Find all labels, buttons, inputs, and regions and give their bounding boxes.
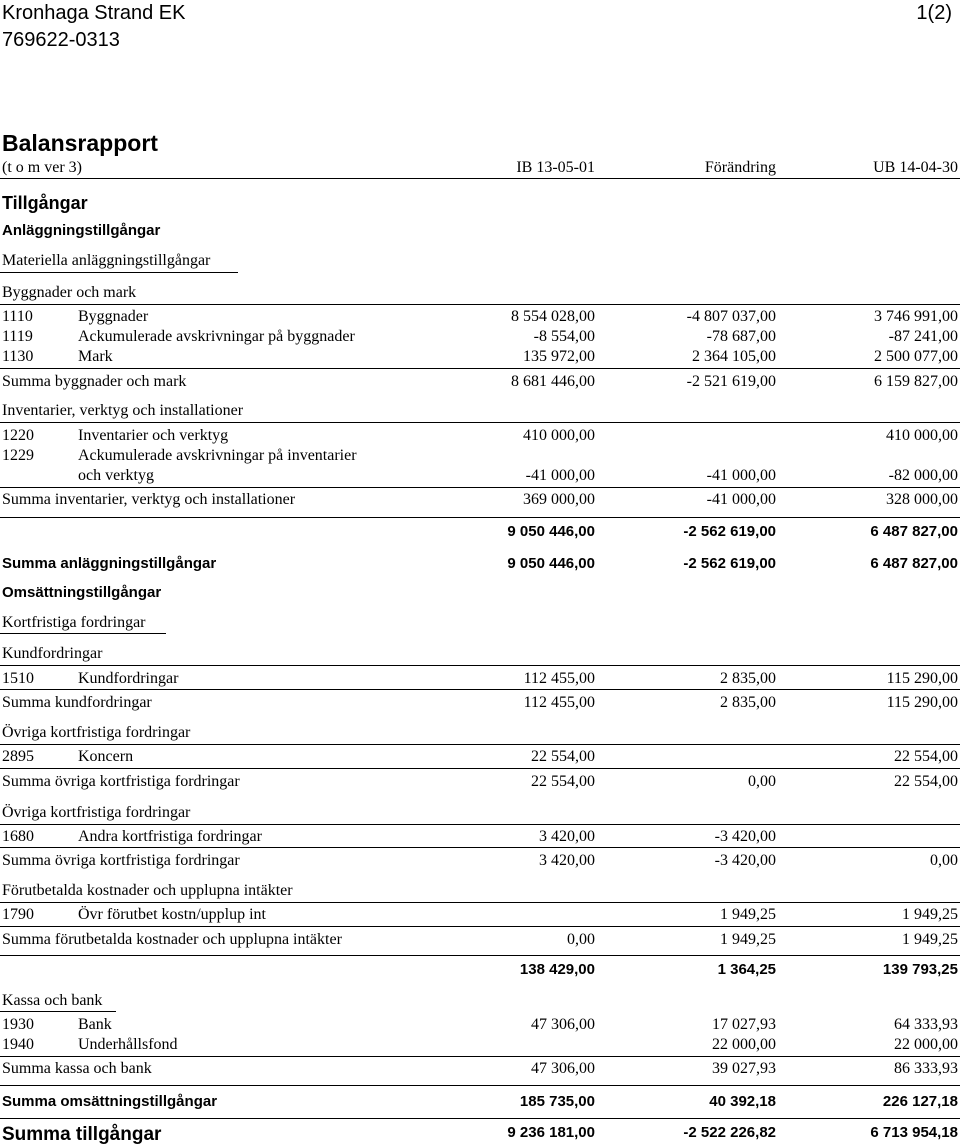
ib-value: -8 554,00 [533, 328, 595, 345]
ib-value: 22 554,00 [531, 773, 595, 790]
change-value: 39 027,93 [712, 1060, 776, 1077]
group-divider [0, 744, 960, 745]
change-value: 1 949,25 [720, 906, 776, 923]
change-value: -41 000,00 [706, 491, 776, 508]
summary-label: Summa övriga kortfristiga fordringar [2, 773, 240, 790]
change-value: -3 420,00 [714, 828, 776, 845]
ib-value: 47 306,00 [531, 1060, 595, 1077]
change-value: -2 562 619,00 [683, 523, 776, 540]
sum-divider [0, 1085, 960, 1086]
ib-value: 135 972,00 [523, 348, 595, 365]
change-value: -4 807 037,00 [686, 308, 776, 325]
col-header-ub: UB 14-04-30 [873, 159, 958, 176]
ib-value: 185 735,00 [519, 1093, 595, 1110]
change-value: 1 364,25 [717, 961, 776, 978]
change-value: 17 027,93 [712, 1016, 776, 1033]
col-header-ib: IB 13-05-01 [516, 159, 595, 176]
summary-label: Summa byggnader och mark [2, 373, 187, 390]
ub-value: 6 487 827,00 [870, 555, 958, 572]
company-name: Kronhaga Strand EK [2, 2, 186, 24]
account-name: Mark [78, 348, 113, 365]
account-number: 1790 [2, 906, 34, 923]
summary-label: Summa förutbetalda kostnader och upplupna intäkter [2, 931, 342, 948]
total-label: Summa tillgångar [2, 1124, 162, 1145]
header-divider [0, 178, 960, 179]
group-inventarier: Inventarier, verktyg och installationer [2, 402, 244, 419]
ib-value: 0,00 [567, 931, 595, 948]
sum-divider [0, 768, 960, 769]
account-name: Inventarier och verktyg [78, 427, 229, 444]
account-name: Andra kortfristiga fordringar [78, 828, 262, 845]
ub-value: -82 000,00 [888, 467, 958, 484]
summary-label: Summa övriga kortfristiga fordringar [2, 852, 240, 869]
col-header-change: Förändring [704, 159, 776, 176]
summary-label: Summa inventarier, verktyg och installationer [2, 491, 296, 508]
ib-value: 369 000,00 [523, 491, 595, 508]
account-number: 1510 [2, 670, 34, 687]
account-number: 1229 [2, 447, 34, 464]
group-ovriga-2: Övriga kortfristiga fordringar [2, 804, 191, 821]
ib-value: 3 420,00 [539, 828, 595, 845]
ib-value: 8 681 446,00 [511, 373, 595, 390]
section-omsattning: Omsättningstillgångar [2, 584, 162, 601]
ub-value: 22 554,00 [894, 748, 958, 765]
change-value: 1 949,25 [720, 931, 776, 948]
account-number: 1680 [2, 828, 34, 845]
group-kassa: Kassa och bank [2, 992, 103, 1009]
change-value: -2 521 619,00 [686, 373, 776, 390]
account-name: Koncern [78, 748, 134, 765]
sum-divider [0, 926, 960, 927]
section-materiella: Materiella anläggningstillgångar [2, 252, 211, 269]
sum-divider [0, 517, 960, 518]
ub-value: 6 487 827,00 [870, 523, 958, 540]
account-number: 1940 [2, 1036, 34, 1053]
sum-divider [0, 1118, 960, 1119]
group-forutbetalda: Förutbetalda kostnader och upplupna intäkter [2, 882, 293, 899]
summary-label: Summa kassa och bank [2, 1060, 152, 1077]
group-divider [0, 304, 960, 305]
sum-divider [0, 1056, 960, 1057]
ub-value: 2 500 077,00 [874, 348, 958, 365]
account-name: Övr förutbet kostn/upplup int [78, 906, 266, 923]
account-name: Kundfordringar [78, 670, 179, 687]
change-value: 40 392,18 [709, 1093, 776, 1110]
group-byggnader: Byggnader och mark [2, 284, 137, 301]
account-name: Ackumulerade avskrivningar på byggnader [78, 328, 355, 345]
account-number: 1220 [2, 427, 34, 444]
account-name: Underhållsfond [78, 1036, 178, 1053]
sum-divider [0, 368, 960, 369]
ib-value: 47 306,00 [531, 1016, 595, 1033]
group-divider [0, 902, 960, 903]
ib-value: 112 455,00 [523, 670, 595, 687]
ub-value: 6 159 827,00 [874, 373, 958, 390]
ub-value: 0,00 [930, 852, 958, 869]
ub-value: 86 333,93 [894, 1060, 958, 1077]
sum-divider [0, 955, 960, 956]
ib-value: 9 050 446,00 [507, 523, 595, 540]
ub-value: 1 949,25 [902, 906, 958, 923]
summary-label: Summa omsättningstillgångar [2, 1093, 218, 1110]
account-name: Ackumulerade avskrivningar på inventarier [78, 447, 357, 464]
group-ovriga-1: Övriga kortfristiga fordringar [2, 724, 191, 741]
change-value: 2 364 105,00 [692, 348, 776, 365]
account-name: Byggnader [78, 308, 149, 325]
ub-value: 115 290,00 [886, 670, 958, 687]
ub-value: 6 713 954,18 [870, 1124, 958, 1141]
change-value: -41 000,00 [706, 467, 776, 484]
group-divider [0, 665, 960, 666]
ub-value: 328 000,00 [886, 491, 958, 508]
summary-label: Summa kundfordringar [2, 694, 152, 711]
group-divider [0, 824, 960, 825]
group-divider [0, 422, 960, 423]
ib-value: 8 554 028,00 [511, 308, 595, 325]
ub-value: 139 793,25 [882, 961, 958, 978]
ib-value: 138 429,00 [519, 961, 595, 978]
section-kortfristiga: Kortfristiga fordringar [2, 614, 146, 631]
ub-value: 64 333,93 [894, 1016, 958, 1033]
section-anlaggning: Anläggningstillgångar [2, 222, 161, 239]
ub-value: 115 290,00 [886, 694, 958, 711]
change-value: -3 420,00 [714, 852, 776, 869]
account-name-cont: och verktyg [78, 467, 154, 484]
ib-value: 22 554,00 [531, 748, 595, 765]
ub-value: 22 000,00 [894, 1036, 958, 1053]
change-value: 0,00 [748, 773, 776, 790]
change-value: -2 562 619,00 [683, 555, 776, 572]
sum-divider [0, 487, 960, 488]
ib-value: -41 000,00 [525, 467, 595, 484]
change-value: 22 000,00 [712, 1036, 776, 1053]
change-value: 2 835,00 [720, 694, 776, 711]
page-number: 1(2) [916, 2, 952, 24]
sum-divider [0, 847, 960, 848]
underline [0, 272, 238, 273]
account-number: 2895 [2, 748, 34, 765]
sum-divider [0, 689, 960, 690]
account-number: 1130 [2, 348, 34, 365]
change-value: -2 522 226,82 [683, 1124, 776, 1141]
ub-value: 410 000,00 [886, 427, 958, 444]
ib-value: 9 050 446,00 [507, 555, 595, 572]
group-kundfordringar: Kundfordringar [2, 645, 103, 662]
account-number: 1110 [2, 308, 33, 325]
section-tillgangar: Tillgångar [2, 193, 88, 213]
change-value: 2 835,00 [720, 670, 776, 687]
account-name: Bank [78, 1016, 112, 1033]
ub-value: 1 949,25 [902, 931, 958, 948]
underline [0, 1011, 116, 1012]
underline [0, 633, 166, 634]
ub-value: 22 554,00 [894, 773, 958, 790]
change-value: -78 687,00 [706, 328, 776, 345]
ub-value: 3 746 991,00 [874, 308, 958, 325]
ib-value: 410 000,00 [523, 427, 595, 444]
ib-value: 3 420,00 [539, 852, 595, 869]
ib-value: 9 236 181,00 [507, 1124, 595, 1141]
ub-value: -87 241,00 [888, 328, 958, 345]
report-title: Balansrapport [2, 130, 158, 156]
report-period: (t o m ver 3) [2, 159, 82, 176]
ib-value: 112 455,00 [523, 694, 595, 711]
summary-label: Summa anläggningstillgångar [2, 555, 217, 572]
ub-value: 226 127,18 [882, 1093, 958, 1110]
account-number: 1930 [2, 1016, 34, 1033]
account-number: 1119 [2, 328, 33, 345]
org-number: 769622-0313 [2, 29, 120, 51]
